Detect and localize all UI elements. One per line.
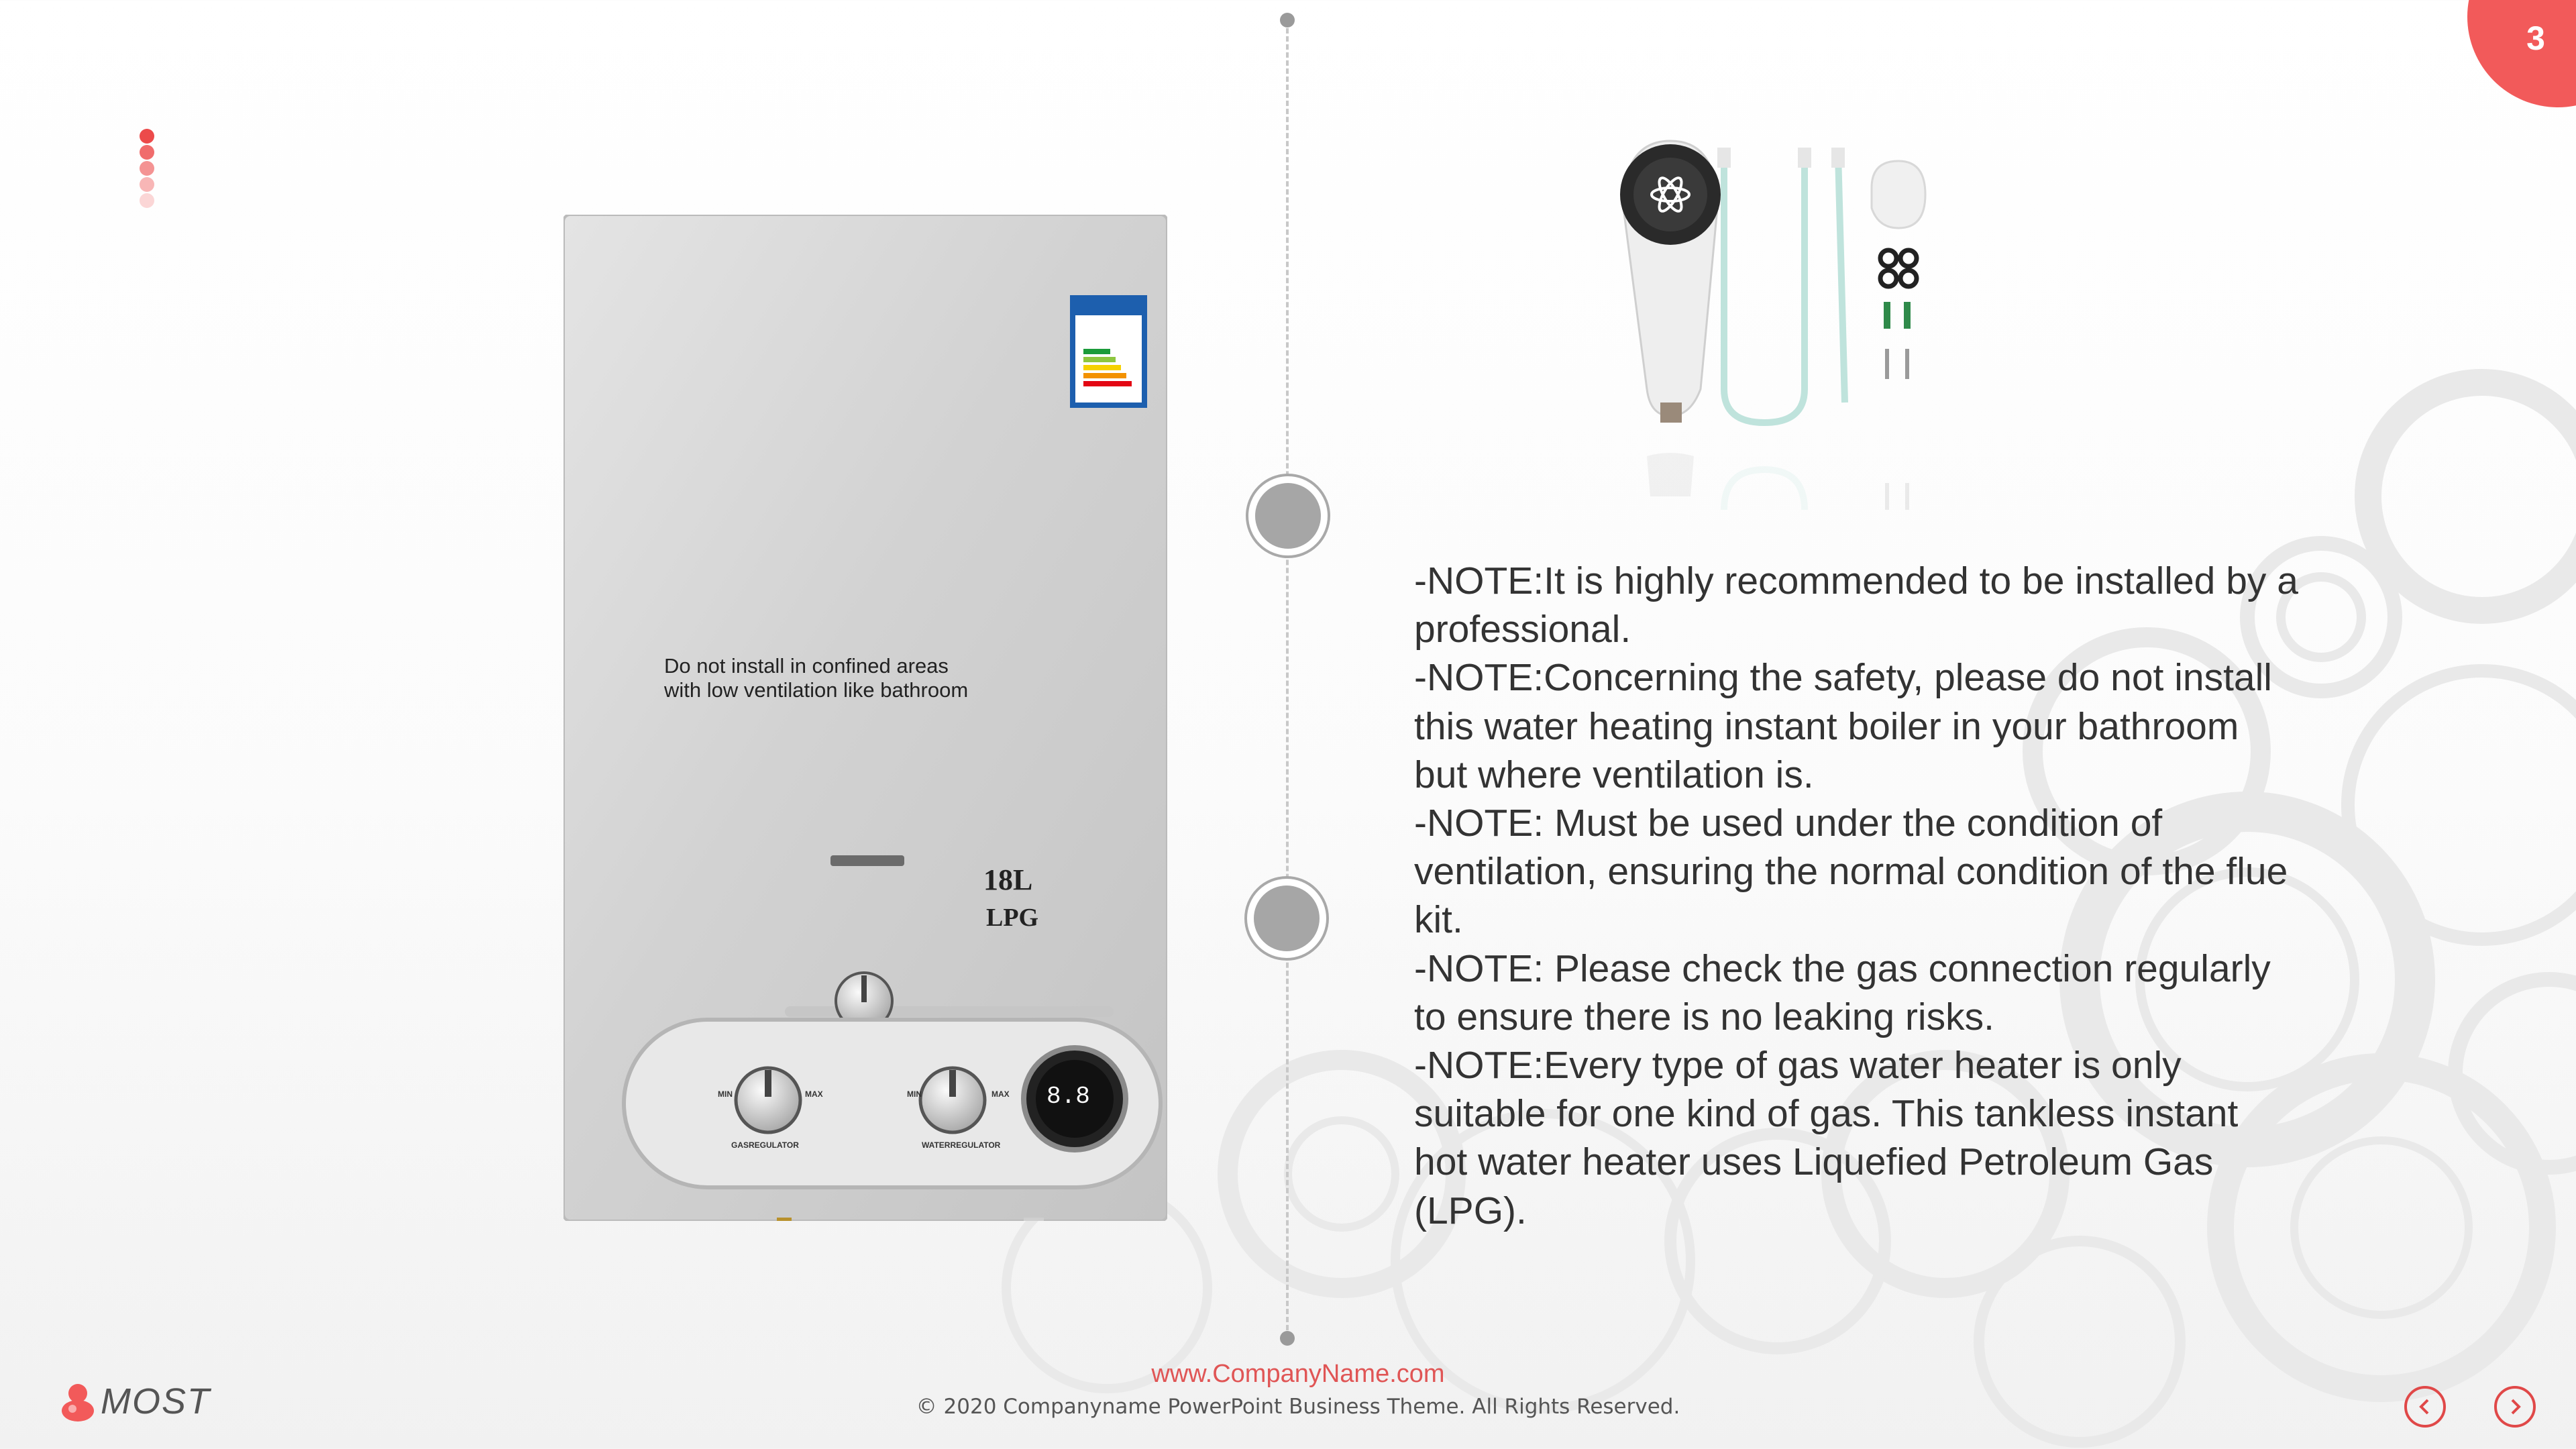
gas-regulator-label: GASREGULATOR	[731, 1140, 799, 1150]
logo-text: MOST	[101, 1381, 211, 1421]
heater-capacity-label: 18L	[983, 863, 1033, 896]
heater-fuel-label: LPG	[986, 904, 1039, 932]
timeline-end-dot	[1280, 1331, 1295, 1346]
note-item: -NOTE: Please check the gas connection regularly to ensure there is no leaking risks.	[1414, 947, 2271, 1038]
note-item: -NOTE:Every type of gas water heater is only suitable for one kind of gas. This tankless instant hot water heater uses Liquefied Petroleum Gas (LPG).	[1414, 1044, 2239, 1232]
note-item: -NOTE: Must be used under the condition of ventilation, ensuring the normal condition of the flue kit.	[1414, 802, 2288, 942]
timeline-node	[1246, 474, 1330, 558]
chevron-right-icon	[2504, 1395, 2526, 1418]
heater-warning-line: with low ventilation like bathroom	[664, 678, 969, 702]
water-max-label: MAX	[991, 1089, 1010, 1099]
heater-display-readout: 8.8	[1046, 1083, 1090, 1110]
water-regulator-label: WATERREGULATOR	[922, 1140, 1001, 1150]
indicator-dot	[140, 177, 154, 192]
timeline-line	[1286, 20, 1289, 1338]
note-item: -NOTE:It is highly recommended to be installed by a professional.	[1414, 559, 2298, 651]
gas-max-label: MAX	[805, 1089, 823, 1099]
accessories-image	[1583, 134, 2012, 564]
timeline-start-dot	[1280, 13, 1295, 28]
notes-text-block	[1414, 557, 2300, 1235]
timeline-node	[1244, 876, 1329, 961]
indicator-dot	[140, 129, 154, 144]
heater-warning-label	[664, 654, 1067, 702]
gas-min-label: MIN	[718, 1089, 733, 1099]
water-heater-image	[564, 215, 1167, 1221]
previous-slide-button[interactable]	[2404, 1386, 2446, 1428]
indicator-dot	[140, 145, 154, 160]
water-min-label: MIN	[907, 1089, 922, 1099]
next-slide-button[interactable]	[2494, 1386, 2536, 1428]
footer-copyright: © 2020 Companyname PowerPoint Business Theme. All Rights Reserved.	[916, 1395, 1680, 1419]
page-number: 3	[2526, 19, 2545, 57]
note-item: -NOTE:Concerning the safety, please do not install this water heating instant boiler in your bathroom but where ventilation is.	[1414, 656, 2272, 796]
indicator-dot	[140, 193, 154, 208]
indicator-dot	[140, 161, 154, 176]
footer-url-link[interactable]: www.CompanyName.com	[1151, 1360, 1445, 1388]
chevron-left-icon	[2414, 1395, 2436, 1418]
heater-warning-line: Do not install in confined areas	[664, 654, 949, 678]
